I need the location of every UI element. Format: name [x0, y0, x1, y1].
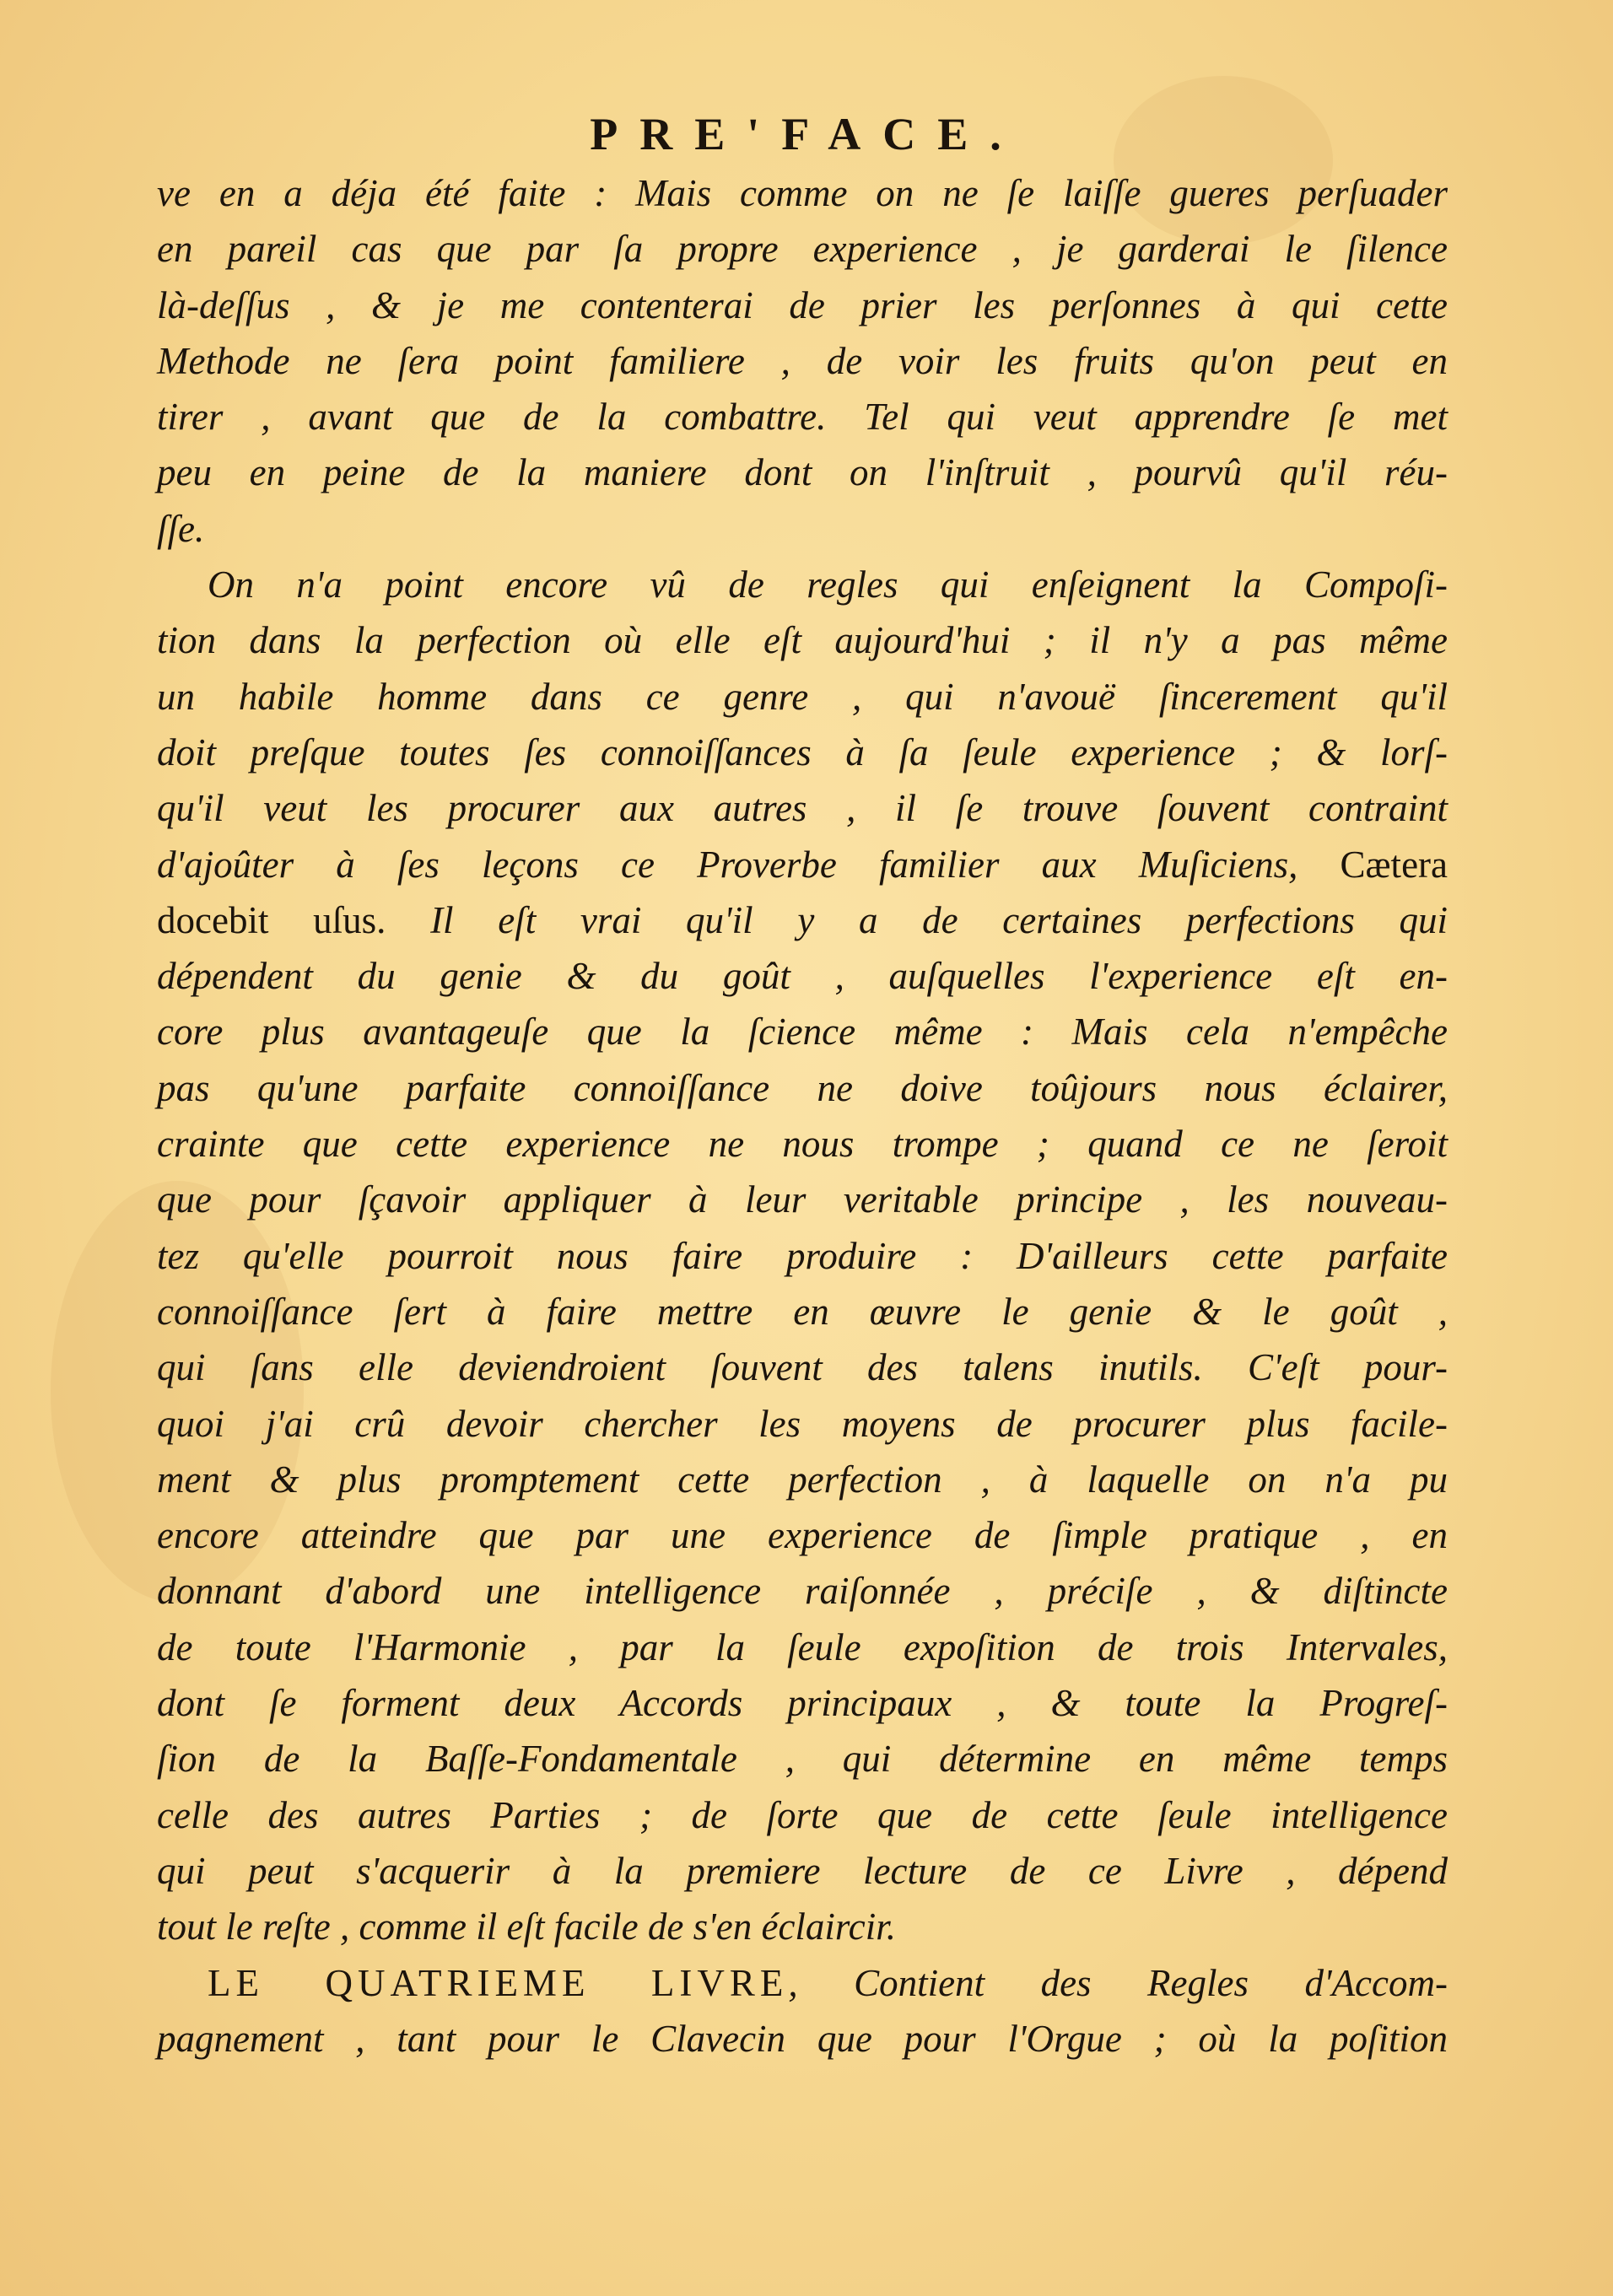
text-line — [157, 1620, 1448, 1675]
text-line — [157, 501, 1448, 557]
text-line — [157, 389, 1448, 445]
text-segment: qui peut s'acquerir à la premiere lecture de ce Livre , dépend — [157, 1849, 1448, 1892]
text-line — [157, 1339, 1448, 1395]
text-segment: crainte que cette experience ne nous trompe ; quand ce ne ſeroit — [157, 1123, 1448, 1166]
text-segment: ſſe. — [157, 507, 205, 550]
latin-quote: docebit uſus. — [157, 898, 431, 941]
text-segment: donnant d'abord une intelligence raiſonnée , préciſe , & diſtincte — [157, 1570, 1448, 1613]
text-line — [157, 1452, 1448, 1507]
text-line — [157, 1731, 1448, 1787]
text-segment: tirer , avant que de la combattre. Tel qui veut apprendre ſe met — [157, 396, 1448, 439]
text-line — [157, 1899, 1448, 1954]
text-line — [157, 557, 1448, 612]
text-segment: tez qu'elle pourroit nous faire produire : D'ailleurs cette parfaite — [157, 1234, 1448, 1277]
text-segment: doit preſque toutes ſes connoiſſances à ſa ſeule experience ; & lorſ- — [157, 730, 1448, 773]
text-segment: tout le reſte , comme il eſt facile de s'en éclaircir. — [157, 1905, 897, 1948]
text-segment: que pour ſçavoir appliquer à leur veritable principe , les nouveau- — [157, 1178, 1448, 1221]
text-line — [157, 1563, 1448, 1619]
text-segment: Methode ne ſera point familiere , de voir les fruits qu'on peut en — [157, 339, 1448, 382]
text-segment: dépendent du genie & du goût , auſquelles l'experience eſt en- — [157, 955, 1448, 998]
text-segment: dont ſe forment deux Accords principaux , & toute la Progreſ- — [157, 1682, 1448, 1725]
text-line — [157, 1675, 1448, 1731]
text-segment: en pareil cas que par ſa propre experience , je garderai le ſilence — [157, 228, 1448, 271]
text-line — [157, 445, 1448, 500]
text-segment: core plus avantageuſe que la ſcience même : Mais cela n'empêche — [157, 1011, 1448, 1054]
text-segment: connoiſſance ſert à faire mettre en œuvre le genie & le goût , — [157, 1290, 1448, 1333]
text-segment: , Contient des Regles d'Accom- — [788, 1961, 1448, 2004]
text-line — [157, 612, 1448, 668]
text-segment: tion dans la perfection où elle eſt aujourd'hui ; il n'y a pas même — [157, 619, 1448, 662]
text-line — [157, 1172, 1448, 1227]
text-line — [157, 165, 1448, 221]
text-segment: pagnement , tant pour le Clavecin que pour l'Orgue ; où la poſition — [157, 2017, 1448, 2060]
text-segment: quoi j'ai crû devoir chercher les moyens de procurer plus facile- — [157, 1402, 1448, 1445]
latin-quote: Cætera — [1340, 843, 1448, 886]
text-segment: peu en peine de la maniere dont on l'inſtruit , pourvû qu'il réu- — [157, 451, 1448, 494]
text-segment: d'ajoûter à ſes leçons ce Proverbe familier aux Muſiciens, — [157, 843, 1341, 886]
text-segment: pas qu'une parfaite connoiſſance ne doive toûjours nous éclairer, — [157, 1066, 1448, 1109]
text-segment: qui ſans elle deviendroient ſouvent des talens inutils. C'eſt pour- — [157, 1346, 1448, 1389]
text-line — [157, 1396, 1448, 1452]
text-line — [157, 1004, 1448, 1059]
text-line — [157, 278, 1448, 333]
text-line — [157, 221, 1448, 277]
text-segment: ve en a déja été faite : Mais comme on ne ſe laiſſe gueres perſuader — [157, 172, 1448, 214]
text-line — [157, 1507, 1448, 1563]
text-line — [157, 333, 1448, 389]
text-line — [157, 1060, 1448, 1116]
text-line — [157, 892, 1448, 948]
text-segment: qu'il veut les procurer aux autres , il ſe trouve ſouvent contraint — [157, 787, 1448, 830]
page-title: PRE'FACE. — [590, 109, 1023, 159]
text-segment: encore atteindre que par une experience de ſimple pratique , en — [157, 1514, 1448, 1557]
text-line — [157, 1843, 1448, 1899]
text-segment: de toute l'Harmonie , par la ſeule expoſition de trois Intervales, — [157, 1625, 1448, 1668]
text-line — [157, 2011, 1448, 2067]
text-segment: Il eſt vrai qu'il y a de certaines perfections qui — [430, 898, 1448, 941]
text-line — [157, 1955, 1448, 2011]
text-line — [157, 1787, 1448, 1843]
text-line — [157, 948, 1448, 1004]
text-line — [157, 669, 1448, 725]
text-segment: ſion de la Baſſe-Fondamentale , qui détermine en même temps — [157, 1738, 1448, 1781]
text-line — [157, 725, 1448, 780]
text-line — [157, 837, 1448, 892]
text-segment: là-deſſus , & je me contenterai de prier les perſonnes à qui cette — [157, 283, 1448, 326]
text-segment: On n'a point encore vû de regles qui enſeignent la Compoſi- — [208, 563, 1448, 606]
text-line — [157, 1228, 1448, 1284]
text-line — [157, 1116, 1448, 1172]
text-line — [157, 1284, 1448, 1339]
text-segment: un habile homme dans ce genre , qui n'avouë ſincerement qu'il — [157, 675, 1448, 718]
book-heading: LE QUATRIEME LIVRE — [208, 1961, 789, 2004]
text-segment: ment & plus promptement cette perfection , à laquelle on n'a pu — [157, 1458, 1448, 1501]
text-line — [157, 780, 1448, 836]
text-segment: celle des autres Parties ; de ſorte que de cette ſeule intelligence — [157, 1793, 1448, 1836]
body-text — [157, 165, 1448, 2067]
